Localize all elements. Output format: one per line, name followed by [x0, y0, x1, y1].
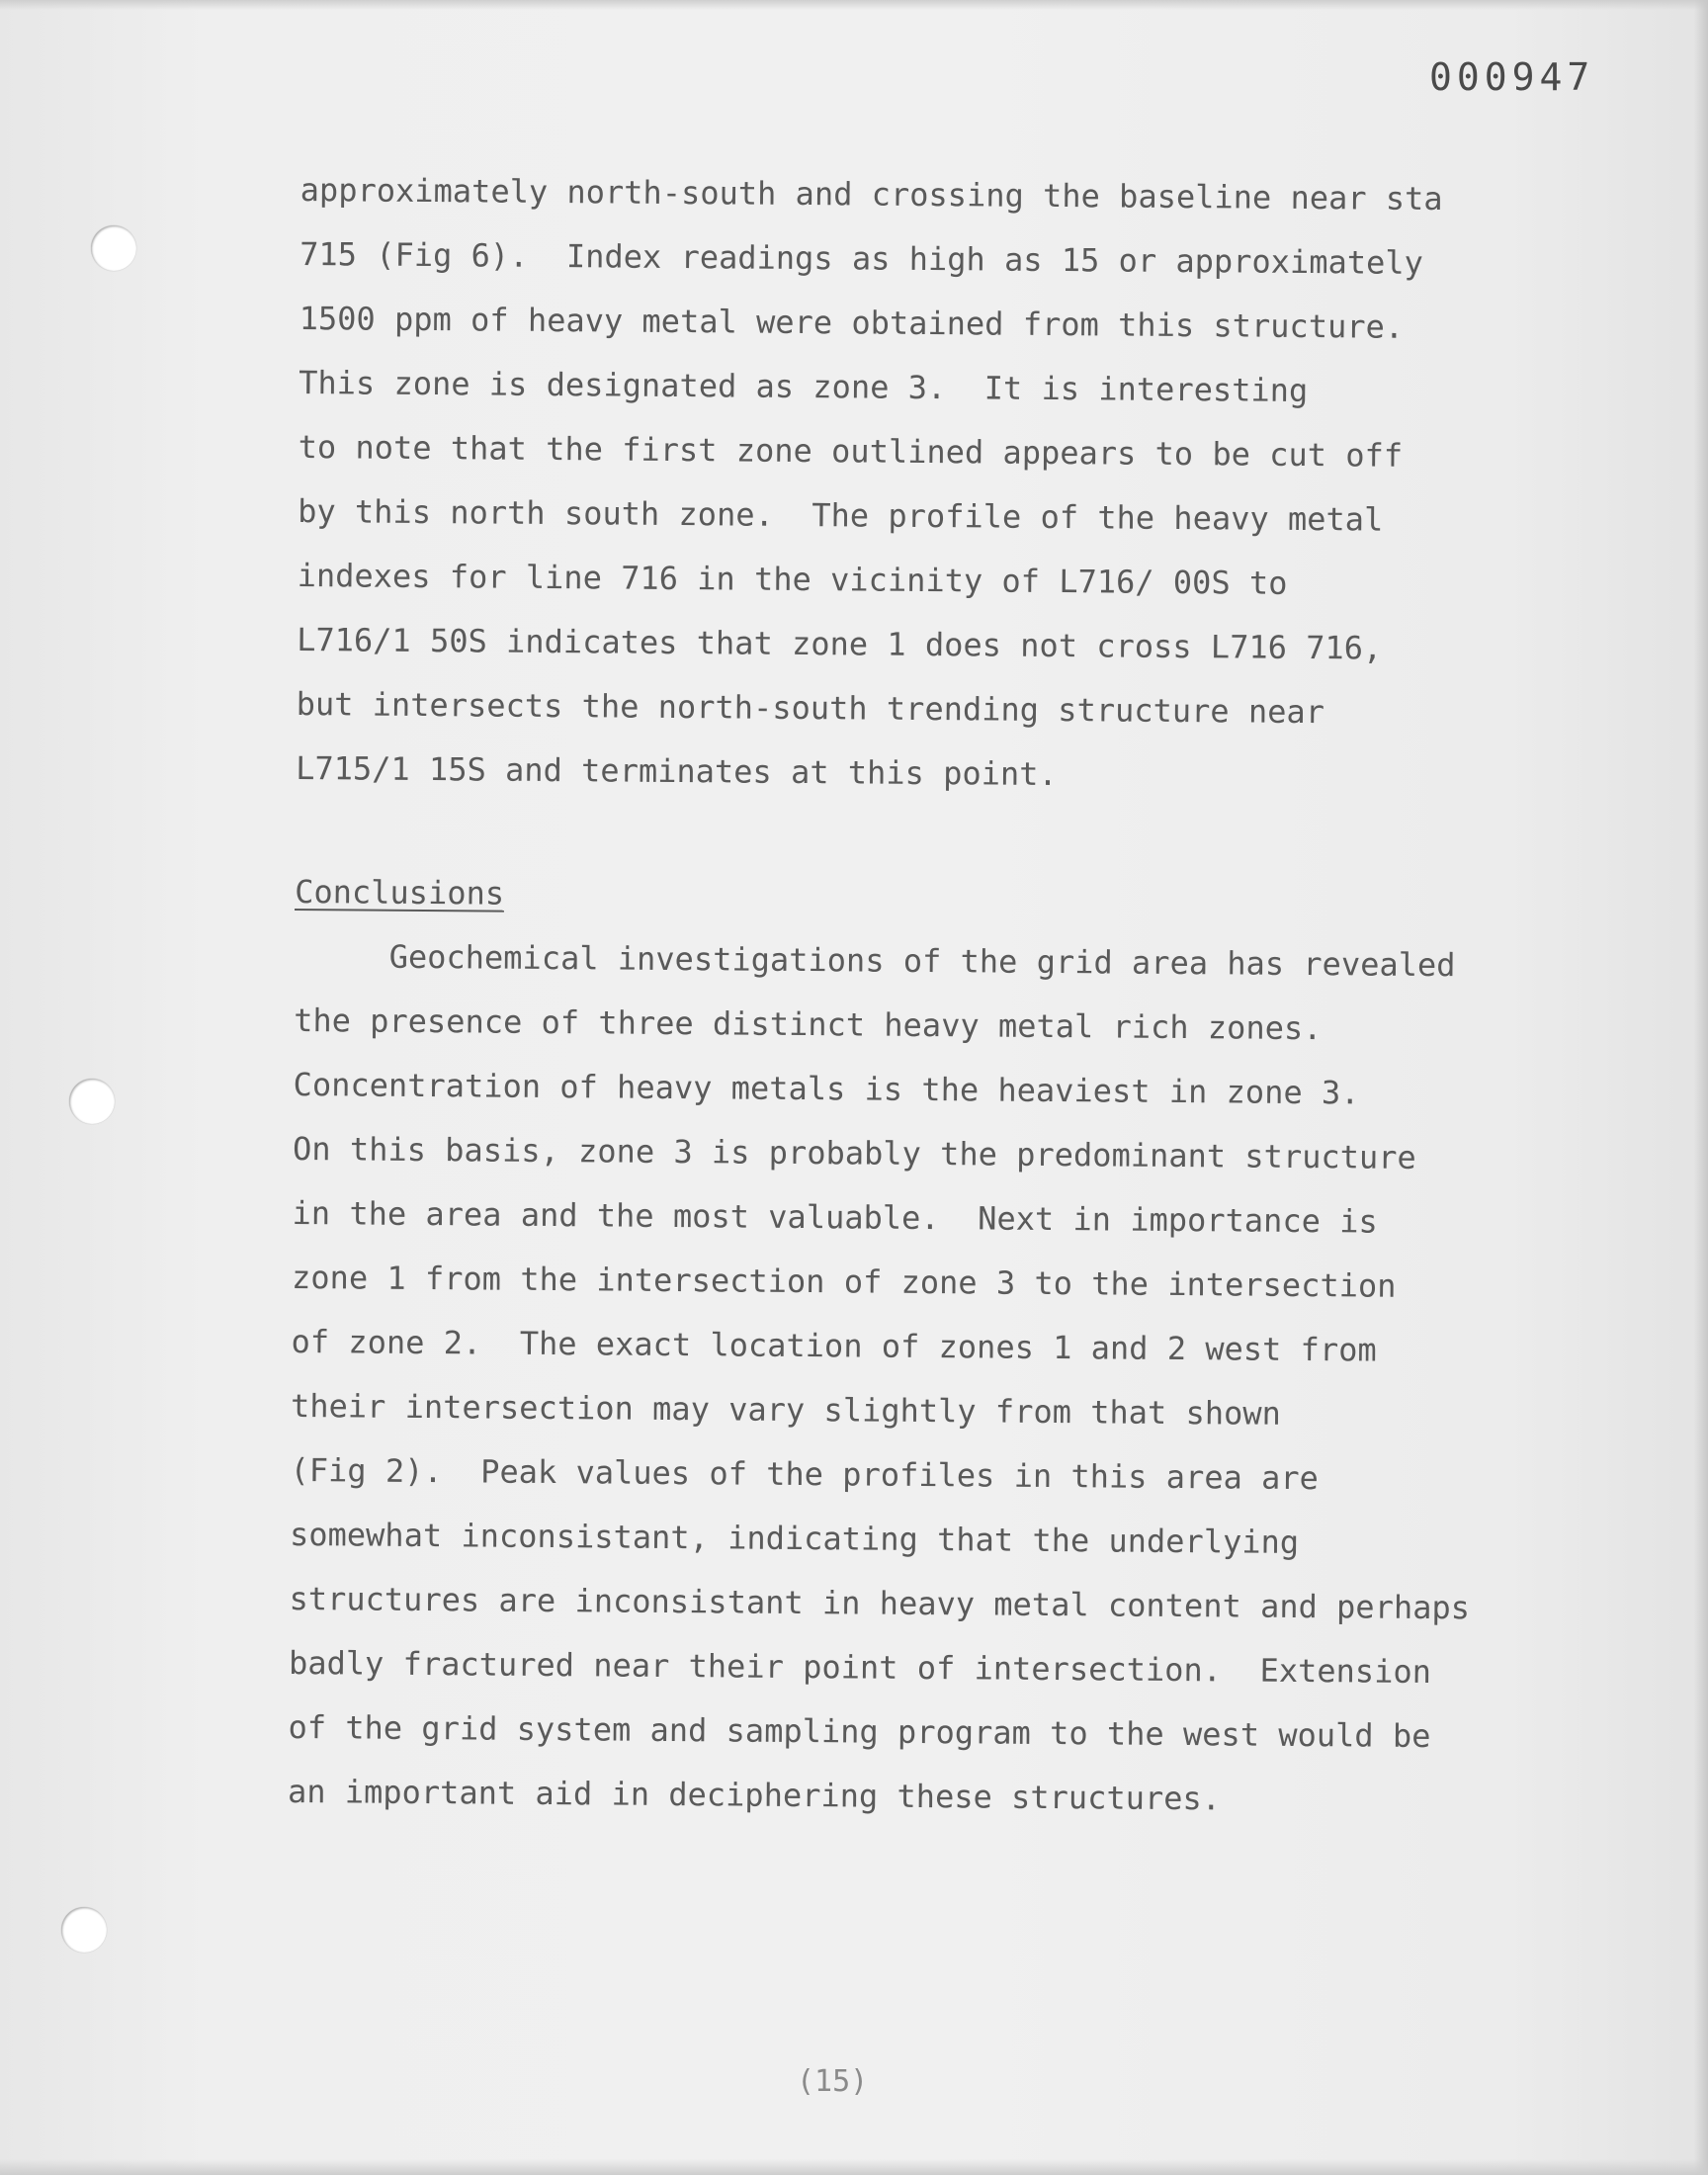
body-line: L716/1 50S indicates that zone 1 does not cross L716 716, — [297, 620, 1383, 667]
conclusions-line: in the area and the most valuable. Next in importance is — [292, 1193, 1378, 1241]
page-number: (15) — [797, 2064, 869, 2099]
document-code: 000947 — [1429, 55, 1595, 99]
conclusions-line: somewhat inconsistant, indicating that the underlying — [289, 1515, 1300, 1561]
conclusions-line: their intersection may vary slightly from that shown — [290, 1386, 1282, 1433]
conclusions-line: the presence of three distinct heavy metal rich zones. — [294, 1000, 1323, 1048]
body-line: but intersects the north-south trending structure near — [296, 684, 1325, 732]
conclusions-line: an important aid in deciphering these structures. — [287, 1772, 1222, 1818]
body-line: to note that the first zone outlined appears to be cut off — [298, 427, 1404, 475]
body-line: This zone is designated as zone 3. It is interesting — [299, 363, 1309, 410]
body-line: 1500 ppm of heavy metal were obtained from this structure. — [299, 299, 1405, 346]
document-body — [288, 158, 1526, 1834]
conclusions-paragraph — [288, 924, 1520, 1834]
conclusions-line: structures are inconsistant in heavy metal content and perhaps — [289, 1579, 1471, 1627]
body-line: by this north south zone. The profile of the heavy metal — [298, 491, 1384, 539]
conclusions-line: (Fig 2). Peak values of the profiles in this area are — [290, 1450, 1320, 1498]
conclusions-line: of zone 2. The exact location of zones 1 and 2 west from — [291, 1322, 1377, 1369]
page-edge-shadow-bottom — [0, 2159, 1708, 2175]
page-edge-shadow-top — [0, 0, 1708, 10]
page-edge-shadow-right — [1694, 0, 1708, 2175]
body-line: approximately north-south and crossing the baseline near sta — [299, 170, 1443, 218]
binder-hole-middle — [69, 1079, 115, 1124]
conclusions-line: zone 1 from the intersection of zone 3 to the intersection — [291, 1258, 1397, 1305]
body-paragraph — [296, 158, 1526, 811]
binder-hole-bottom — [61, 1907, 107, 1953]
conclusions-line: Concentration of heavy metals is the heaviest in zone 3. — [293, 1065, 1360, 1112]
conclusions-line: of the grid system and sampling program to the west would be — [288, 1707, 1431, 1756]
binder-hole-top — [91, 225, 136, 271]
body-line: indexes for line 716 in the vicinity of L716/ 00S to — [297, 556, 1288, 602]
conclusions-line: On this basis, zone 3 is probably the predominant structure — [292, 1129, 1416, 1176]
conclusions-heading: Conclusions — [295, 872, 505, 913]
conclusions-line: Geochemical investigations of the grid area has revealed — [388, 937, 1456, 985]
body-line: 715 (Fig 6). Index readings as high as 15 or approximately — [299, 234, 1424, 282]
body-line: L715/1 15S and terminates at this point. — [296, 748, 1058, 794]
conclusions-line: badly fractured near their point of intersection. Extension — [288, 1643, 1432, 1692]
